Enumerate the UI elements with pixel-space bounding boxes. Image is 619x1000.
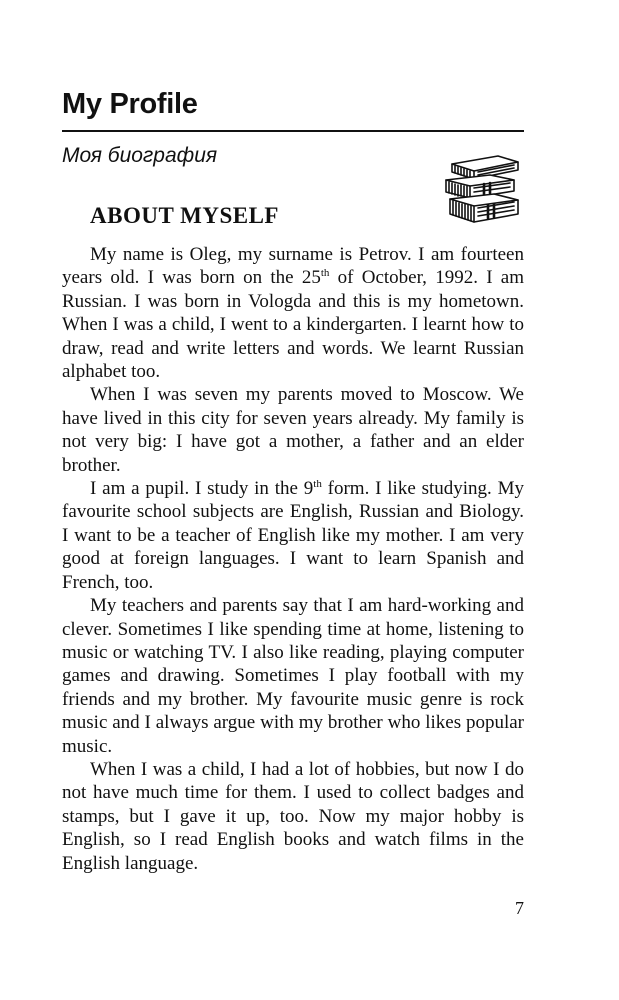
paragraph-text: When I was seven my parents moved to Moscow. We have lived in this city for seven years already. My family is not very big: I have got a mother, a father and an elder brother. bbox=[62, 384, 524, 476]
paragraph-text: My teachers and parents say that I am hard-working and clever. Sometimes I like spending time at home, listening to music or watching TV. I also like reading, playing computer games and drawing. Sometimes I play football with my friends and my brother. My favourite music genre is rock music and I always argue with my brother who likes popular music. bbox=[62, 595, 524, 757]
paragraph bbox=[62, 243, 524, 383]
paragraph bbox=[62, 758, 524, 875]
title-divider bbox=[62, 130, 524, 132]
section-heading: ABOUT MYSELF bbox=[90, 203, 279, 228]
paragraph bbox=[62, 383, 524, 477]
paragraph-text: When I was a child, I had a lot of hobbies, but now I do not have much time for them. I used to collect badges and stamps, but I gave it up, too. Now my major hobby is English, so I read English books and watch films in the English language. bbox=[62, 758, 524, 874]
paragraph-text: form. I like studying. My favourite school subjects are English, Russian and Biology. I want to be a teacher of English like my mother. I am very good at foreign languages. I want to learn Spanish and French, too. bbox=[62, 478, 524, 593]
ordinal-suffix: th bbox=[313, 478, 322, 491]
paragraph bbox=[62, 594, 524, 758]
stacked-books-icon bbox=[438, 150, 524, 228]
paragraph-text: My name is Oleg, my surname is Petrov. I am fourteen years old. I was born on the 25 bbox=[62, 244, 524, 289]
body-text bbox=[62, 243, 524, 875]
paragraph-text: of October, 1992. I am Russian. I was born in Vologda and this is my hometown. When I was a child, I went to a kindergarten. I learnt how to draw, read and write letters and words. We learnt Russian alphabet too. bbox=[62, 267, 524, 383]
chapter-subtitle: Моя биография bbox=[62, 144, 218, 167]
chapter-title: My Profile bbox=[62, 88, 198, 120]
ordinal-suffix: th bbox=[320, 267, 330, 280]
paragraph bbox=[62, 477, 524, 594]
page-number: 7 bbox=[515, 898, 524, 918]
paragraph-text: I am a pupil. I study in the 9 bbox=[90, 478, 314, 500]
